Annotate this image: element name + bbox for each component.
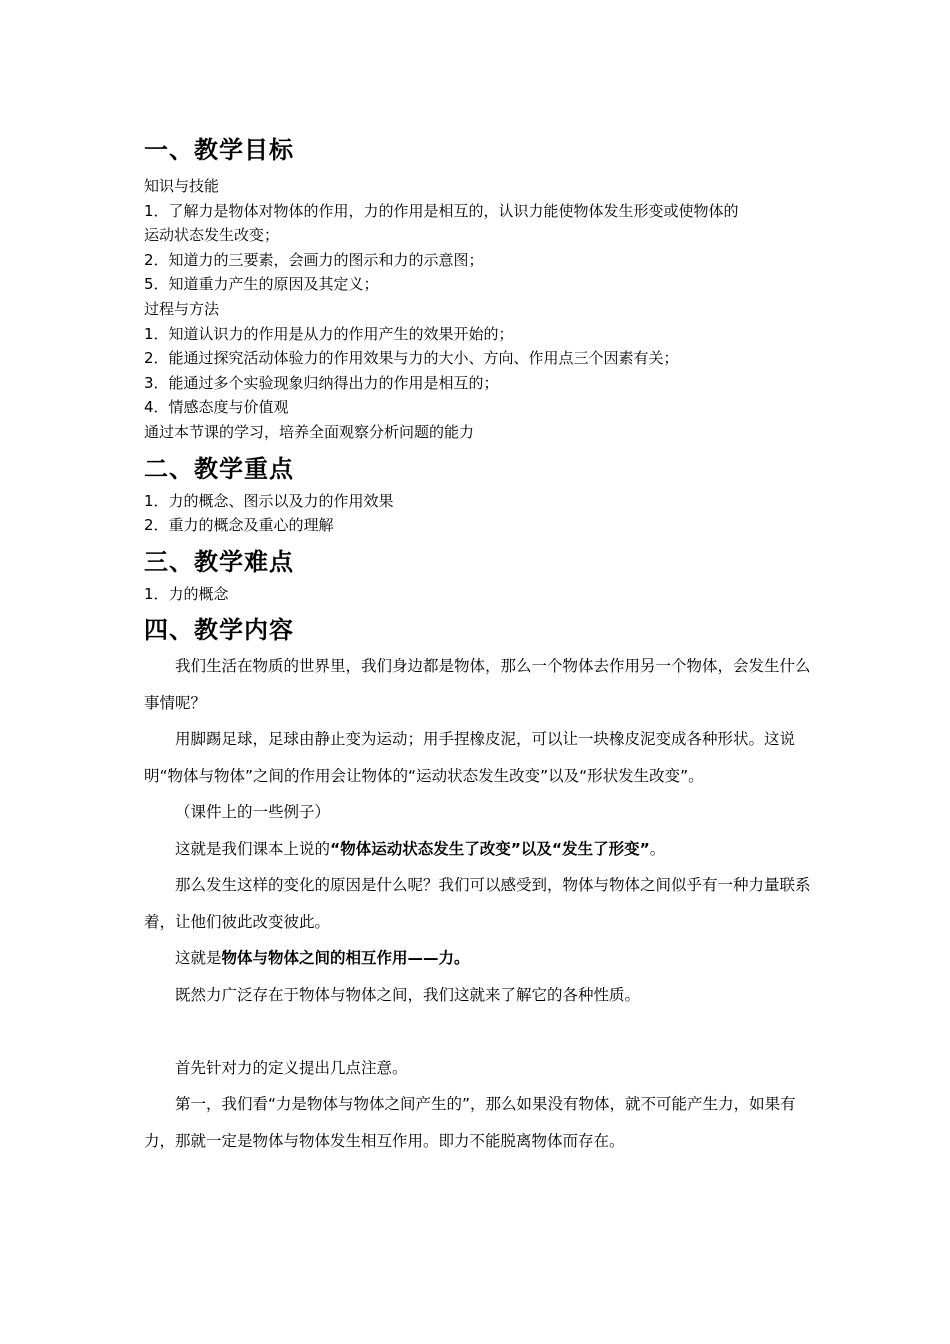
paragraph: 首先针对力的定义提出几点注意。 — [175, 1058, 408, 1077]
paragraph-text: 。 — [649, 839, 666, 858]
section-heading-objectives: 一、教学目标 — [144, 136, 294, 164]
list-item: 1．力的概念、图示以及力的作用效果 — [144, 491, 394, 510]
paragraph: 第一，我们看“力是物体与物体之间产生的”，那么如果没有物体，就不可能产生力，如果有力，那就一定是物体与物体发生相互作用。即力不能脱离物体而存在。 — [144, 1095, 796, 1150]
list-item: 2．知道力的三要素，会画力的图示和力的示意图； — [144, 250, 484, 269]
section-heading-difficulties: 三、教学难点 — [144, 547, 294, 576]
section-heading-key-points: 二、教学重点 — [144, 454, 294, 483]
list-item: 过程与方法 — [144, 299, 220, 318]
paragraph: 我们生活在物质的世界里，我们身边都是物体，那么一个物体去作用另一个物体，会发生什么事情呢？ — [144, 657, 811, 712]
paragraph-text: 这就是我们课本上说的 — [175, 839, 331, 858]
paragraph — [144, 940, 824, 977]
objectives-list — [144, 174, 824, 445]
document-page — [144, 134, 824, 1159]
list-item: 5．知道重力产生的原因及其定义； — [144, 275, 379, 294]
list-item: 知识与技能 — [144, 177, 220, 195]
list-item: 4．情感态度与价值观 — [144, 398, 289, 417]
list-item: 1．力的概念 — [144, 584, 229, 603]
list-item: 3．能通过多个实验现象归纳得出力的作用是相互的； — [144, 373, 499, 392]
paragraph: 用脚踢足球，足球由静止变为运动；用手捏橡皮泥，可以让一块橡皮泥变成各种形状。这说明“物体与物体”之间的作用会让物体的“运动状态发生改变”以及“形状发生改变”。 — [144, 730, 796, 785]
list-item: 1．了解力是物体对物体的作用，力的作用是相互的，认识力能使物体发生形变或使物体的 — [144, 201, 739, 220]
blank-line — [144, 1013, 824, 1050]
paragraph-text: 这就是 — [175, 949, 222, 968]
list-item: 2．能通过探究活动体验力的作用效果与力的大小、方向、作用点三个因素有关； — [144, 349, 679, 368]
bold-text: “物体运动状态发生了改变”以及“发生了形变” — [330, 839, 650, 858]
paragraph: （课件上的一些例子） — [175, 803, 331, 822]
list-item: 运动状态发生改变； — [144, 226, 280, 245]
paragraph — [144, 831, 824, 868]
section-heading-content: 四、教学内容 — [144, 616, 294, 645]
paragraph: 既然力广泛存在于物体与物体之间，我们这就来了解它的各种性质。 — [175, 985, 641, 1004]
key-points-list — [144, 489, 824, 538]
paragraph: 那么发生这样的变化的原因是什么呢？我们可以感受到，物体与物体之间似乎有一种力量联系着，让他们彼此改变彼此。 — [144, 876, 811, 931]
bold-text: 物体与物体之间的相互作用——力。 — [221, 949, 470, 968]
list-item: 1．知道认识力的作用是从力的作用产生的效果开始的； — [144, 324, 514, 343]
difficulties-list — [144, 582, 824, 607]
content-body — [144, 648, 824, 1159]
list-item: 2．重力的概念及重心的理解 — [144, 516, 334, 535]
list-item: 通过本节课的学习，培养全面观察分析问题的能力 — [144, 422, 475, 441]
